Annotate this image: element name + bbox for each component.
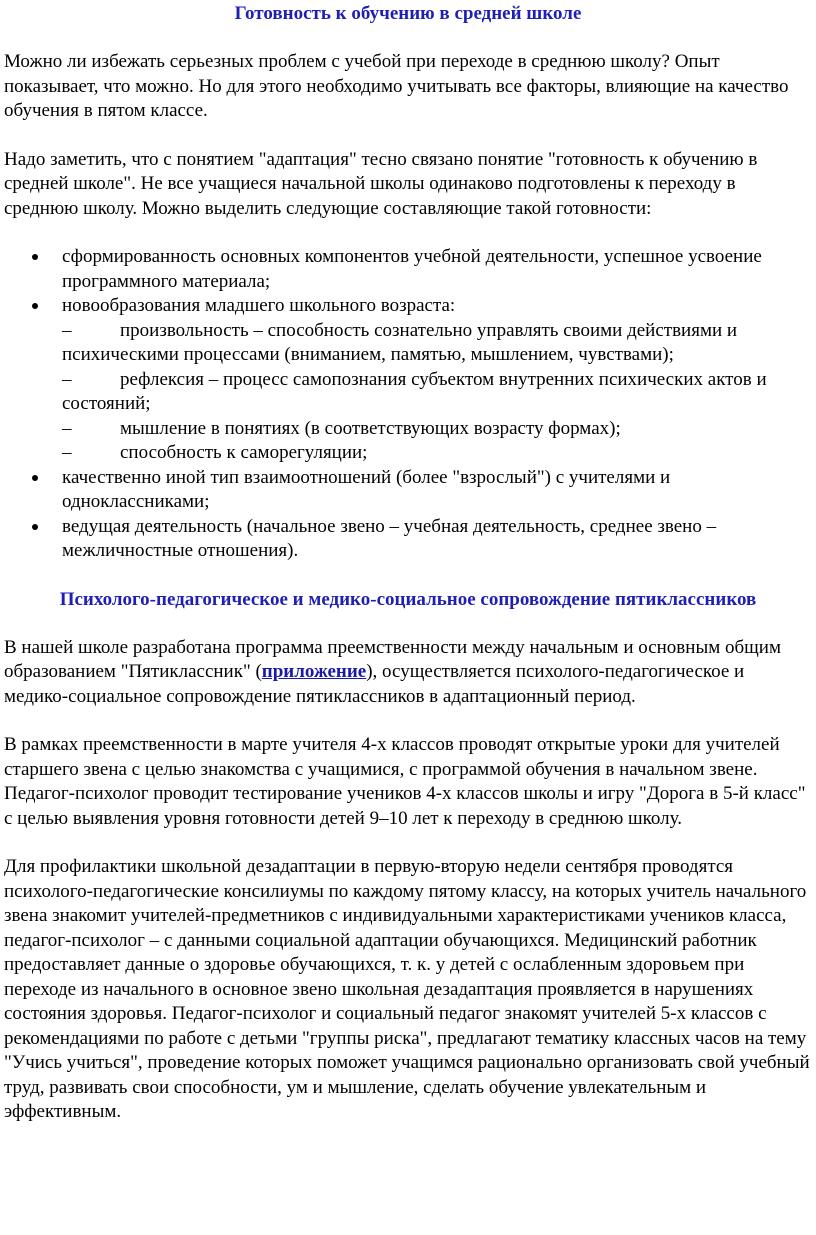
list-item <box>62 515 812 564</box>
sub-item-text: способность к саморегуляции; <box>120 442 368 463</box>
sub-item <box>62 368 812 417</box>
sub-item-text: произвольность – способность сознательно управлять своими действиями и психическими процессами (вниманием, памятью, мышлением, чувствами); <box>62 319 738 365</box>
dash-marker: – <box>62 442 72 463</box>
intro-paragraph: Можно ли избежать серьезных проблем с учебой при переходе в среднюю школу? Опыт показывает, что можно. Но для этого необходимо учитывать все факторы, влияющие на качество обучения в пятом классе. <box>4 51 789 121</box>
sub-item <box>62 417 812 442</box>
sub-item-text: мышление в понятиях (в соответствующих возрасту формах); <box>120 417 621 439</box>
prevention-paragraph: Для профилактики школьной дезадаптации в первую-вторую недели сентября проводятся психолого-педагогические консилиумы по каждому пятому классу, на которых учитель начального звена знакомит учителей-предметников с индивидуальными характеристиками учеников класса, педагог-психолог – с данными социальной адаптации обучающихся. Медицинский работник предоставляет данные о здоровье обучающихся, т. к. у детей с ослабленным здоровьем при переходе из начального в основное звено школьная дезадаптация проявляется в нарушениях состояния здоровья. Педагог-психолог и социальный педагог знакомят учителей 5-х классов с рекомендациями по работе с детьми "группы риска", предлагают тематику классных часов на тему "Учись учиться", проведение которых поможет учащимся рационально организовать свой учебный труд, развивать свои способности, ум и мышление, сделать обучение увлекательным и эффективным. <box>4 856 810 1122</box>
continuity-paragraph: В рамках преемственности в марте учителя 4-х классов проводят открытые уроки для учителей старшего звена с целью знакомства с учащимися, с программой обучения в начальном звене. Педагог-психолог проводит тестирование учеников 4-х классов школы и игру "Дорога в 5-й класс" с целью выявления уровня готовности детей 9–10 лет к переходу в среднюю школу. <box>4 734 806 829</box>
appendix-link[interactable]: приложение <box>261 661 367 682</box>
list-item-text: новообразования младшего школьного возраста: <box>62 295 456 316</box>
section-heading: Психолого-педагогическое и медико-социальное сопровождение пятиклассников <box>59 588 757 610</box>
readiness-paragraph: Надо заметить, что с понятием "адаптация" тесно связано понятие "готовность к обучению в средней школе". Не все учащиеся начальной школы одинаково подготовлены к переходу в среднюю школу. Можно выделить следующие составляющие такой готовности: <box>4 148 758 219</box>
program-text-before: В нашей школе разработана программа преемственности между начальным и основным общим образованием "Пятиклассник" ( <box>4 636 781 682</box>
sub-item-text: рефлексия – процесс самопознания субъектом внутренних психических актов и состояний; <box>62 368 767 414</box>
dash-marker: – <box>62 368 72 390</box>
list-item <box>62 245 812 294</box>
list-item-text: качественно иной тип взаимоотношений (более "взрослый") с учителями и одноклассниками; <box>62 466 671 512</box>
list-item-text: ведущая деятельность (начальное звено – учебная деятельность, среднее звено – межличностные отношения). <box>62 515 717 561</box>
list-item-text: сформированность основных компонентов учебной деятельности, успешное усвоение программного материала; <box>62 246 762 292</box>
program-text-after: ), осуществляется психолого-педагогическое и медико-социальное сопровождение пятиклассников в адаптационный период. <box>4 661 745 707</box>
sub-item <box>62 319 812 368</box>
page-title: Готовность к обучению в средней школе <box>234 3 582 24</box>
sub-item <box>62 441 812 466</box>
dash-marker: – <box>62 319 72 341</box>
dash-marker: – <box>62 417 72 439</box>
program-paragraph <box>4 636 812 710</box>
readiness-components-list <box>4 245 812 564</box>
list-item <box>62 294 812 466</box>
list-item <box>62 466 812 515</box>
